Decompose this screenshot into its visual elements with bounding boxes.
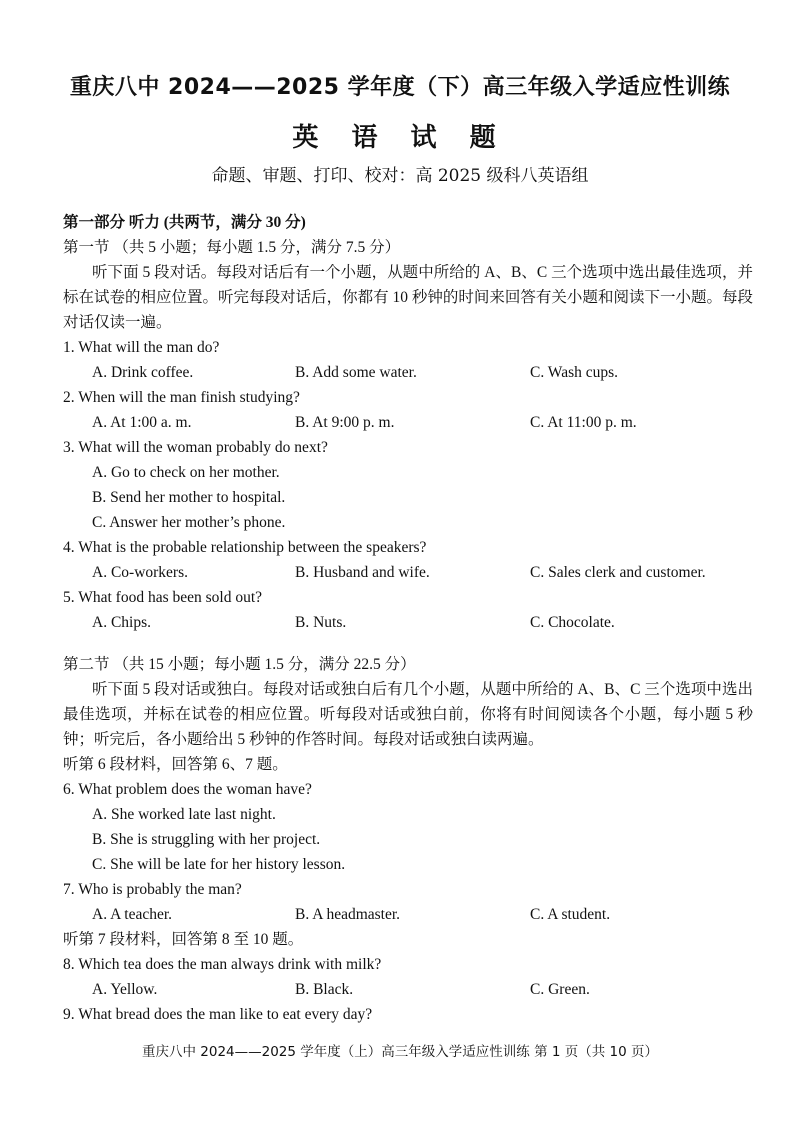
option-c: C. Wash cups.	[530, 364, 619, 381]
option-b: B. She is struggling with her project.	[92, 831, 321, 848]
question-stem: 4. What is the probable relationship between the speakers?	[63, 539, 427, 556]
option-a: A. Co-workers.	[92, 564, 188, 581]
option-row	[63, 360, 753, 385]
option-row	[63, 560, 753, 585]
section1-instructions: 听下面 5 段对话。每段对话后有一个小题，从题中所给的 A、B、C 三个选项中选出最佳选项，并标在试卷的相应位置。听完每段对话后，你都有 10 秒钟的时间来回答有关小题和阅读下一小题。每段对话仅读一遍。	[63, 264, 753, 331]
option-a: A. She worked late last night.	[92, 806, 276, 823]
question-stem: 2. When will the man finish studying?	[63, 389, 300, 406]
option-c: C. Green.	[530, 981, 590, 998]
exam-body	[63, 210, 753, 1027]
option-a: A. Drink coffee.	[92, 364, 194, 381]
question-stem: 9. What bread does the man like to eat every day?	[63, 1006, 373, 1023]
exam-title: 重庆八中 2024——2025 学年度（下）高三年级入学适应性训练	[69, 75, 731, 100]
option-b: B. Send her mother to hospital.	[92, 489, 286, 506]
option-a: A. Yellow.	[92, 981, 158, 998]
question-stem: 6. What problem does the woman have?	[63, 781, 312, 798]
option-b: B. Add some water.	[295, 364, 417, 381]
option-row	[63, 902, 753, 927]
question-stem: 3. What will the woman probably do next?	[63, 439, 328, 456]
option-c: C. She will be late for her history lesson.	[92, 856, 346, 873]
question-stem: 7. Who is probably the man?	[63, 881, 242, 898]
page-footer: 重庆八中 2024——2025 学年度（上）高三年级入学适应性训练 第 1 页（共 10 页）	[141, 1044, 659, 1060]
material-note: 听第 6 段材料，回答第 6、7 题。	[63, 756, 288, 773]
section2-heading: 第二节 （共 15 小题；每小题 1.5 分，满分 22.5 分）	[63, 656, 416, 673]
option-row	[63, 977, 753, 1002]
option-c: C. Sales clerk and customer.	[530, 564, 706, 581]
option-row	[63, 610, 753, 635]
option-b: B. A headmaster.	[295, 906, 401, 923]
option-b: B. At 9:00 p. m.	[295, 414, 395, 431]
option-b: B. Nuts.	[295, 614, 347, 631]
option-c: C. Chocolate.	[530, 614, 615, 631]
part1-heading: 第一部分 听力 (共两节，满分 30 分)	[63, 214, 306, 231]
option-c: C. At 11:00 p. m.	[530, 414, 637, 431]
option-a: A. At 1:00 a. m.	[92, 414, 192, 431]
section2-instructions: 听下面 5 段对话或独白。每段对话或独白后有几个小题，从题中所给的 A、B、C 三个选项中选出最佳选项，并标在试卷的相应位置。听每段对话或独白前，你将有时间阅读各个小题，每小题 5 秒钟；听完后，各小题给出 5 秒钟的作答时间。每段对话或独白读两遍。	[63, 681, 753, 748]
section-gap	[63, 635, 753, 652]
question-stem: 8. Which tea does the man always drink with milk?	[63, 956, 382, 973]
question-stem: 5. What food has been sold out?	[63, 589, 263, 606]
credits-line: 命题、审题、打印、校对：高 2025 级科八英语组	[211, 166, 589, 186]
question-stem: 1. What will the man do?	[63, 339, 220, 356]
option-b: B. Husband and wife.	[295, 564, 430, 581]
option-c: C. Answer her mother’s phone.	[92, 514, 286, 531]
option-b: B. Black.	[295, 981, 354, 998]
option-a: A. Chips.	[92, 614, 151, 631]
option-a: A. A teacher.	[92, 906, 173, 923]
option-a: A. Go to check on her mother.	[92, 464, 280, 481]
material-note: 听第 7 段材料，回答第 8 至 10 题。	[63, 931, 304, 948]
subject-title: 英 语 试 题	[292, 123, 508, 153]
section1-heading: 第一节 （共 5 小题；每小题 1.5 分，满分 7.5 分）	[63, 239, 401, 256]
option-row	[63, 410, 753, 435]
option-c: C. A student.	[530, 906, 611, 923]
